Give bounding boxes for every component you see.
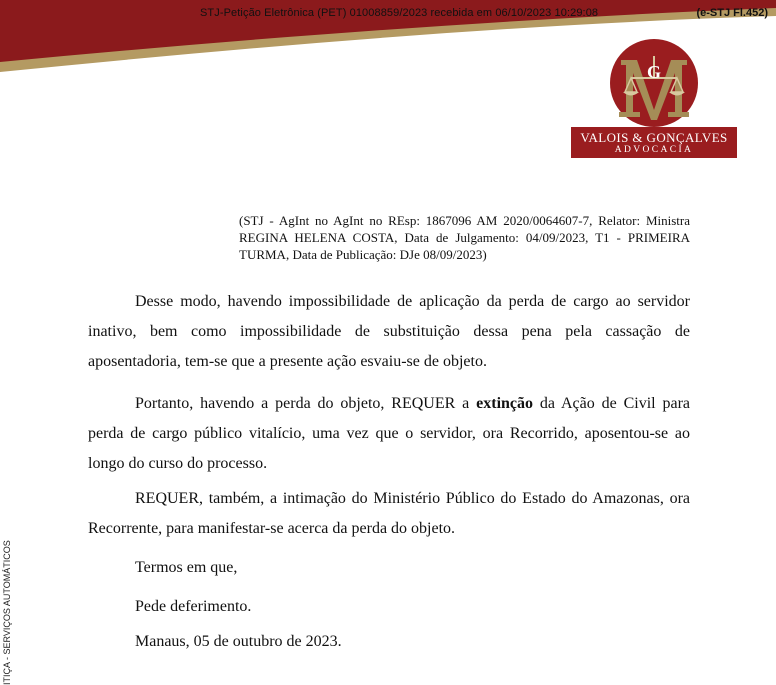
side-margin-text: ITIÇA - SERVIÇOS AUTOMÁTICOS: [2, 540, 12, 685]
closing-date-line: Manaus, 05 de outubro de 2023.: [135, 633, 342, 650]
body-paragraph-3: REQUER, também, a intimação do Ministério Público do Estado do Amazonas, ora Recorrente, para manifestar-se acerca da perda do objeto.: [88, 490, 690, 537]
paragraph-2-text-end: da Ação de Civil para perda de cargo público vitalício, uma vez que o servidor, ora Recorrido, aposentou-se ao longo do curso do processo.: [88, 395, 690, 472]
firm-logo: [569, 38, 737, 160]
paragraph-2-emphasis: extinção: [476, 395, 534, 412]
page-folio: (e-STJ Fl.452): [696, 7, 768, 19]
logo-subtitle: ADVOCACIA: [614, 145, 694, 155]
logo-name-plate: [571, 127, 737, 158]
closing-line-2: Pede deferimento.: [135, 598, 252, 615]
jurisprudence-citation: (STJ - AgInt no AgInt no REsp: 1867096 AM 2020/0064607-7, Relator: Ministra REGINA HELENA COSTA, Data de Julgamento: 04/09/2023, T1 - PRIMEIRA TURMA, Data de Publicação: DJe 08/09/2023): [239, 213, 690, 262]
body-paragraph-1: Desse modo, havendo impossibilidade de aplicação da perda de cargo ao servidor inativo, bem como impossibilidade de substituição dessa pena pela cassação de aposentadoria, tem-se que a presente ação esvaiu-se de objeto.: [88, 293, 690, 370]
paragraph-2-text-start: Portanto, havendo a perda do objeto, REQUER a: [135, 395, 477, 412]
body-paragraph-2: [88, 389, 690, 479]
logo-monogram: G: [646, 62, 662, 82]
scales-emblem-icon: [569, 38, 737, 130]
electronic-filing-stamp: STJ-Petição Eletrônica (PET) 01008859/2023 recebida em 06/10/2023 10:29:08: [200, 7, 599, 19]
logo-firm-name: VALOIS & GONÇALVES: [580, 130, 728, 145]
closing-line-1: Termos em que,: [135, 559, 238, 576]
